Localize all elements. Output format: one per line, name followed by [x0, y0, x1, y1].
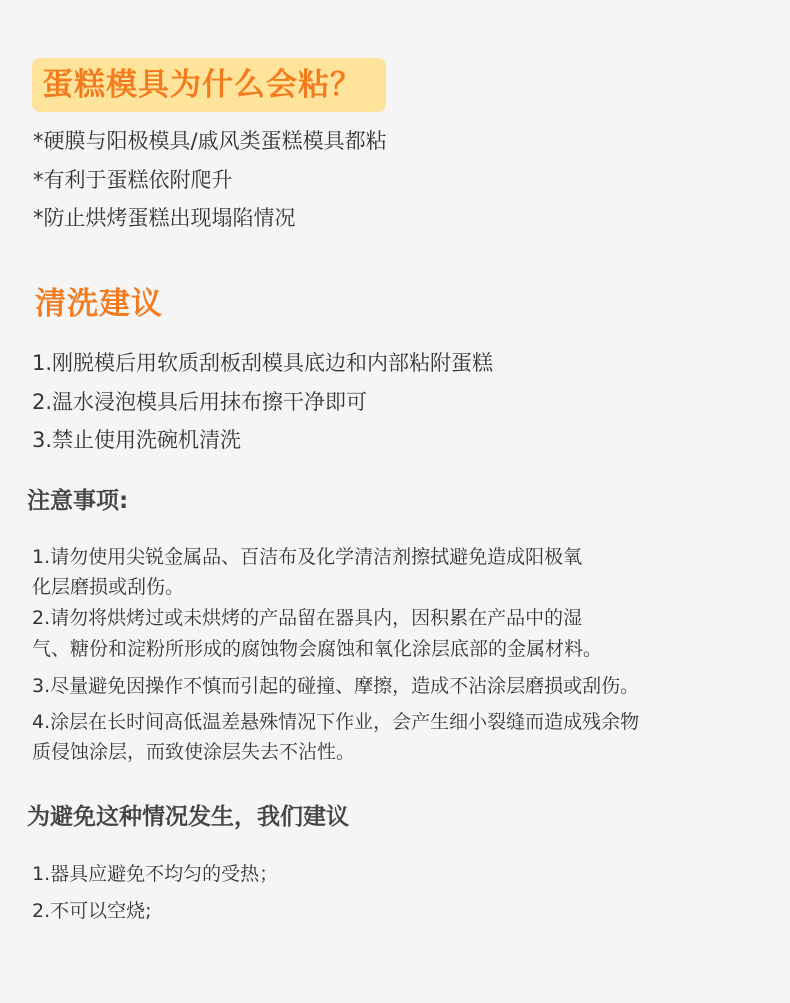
note-line-1: 1.请勿使用尖锐金属品、百洁布及化学清洁剂擦拭避免造成阳极氧 — [32, 546, 583, 568]
note-line-5: 3.尽量避免因操作不慎而引起的碰撞、摩擦，造成不沾涂层磨损或刮伤。 — [32, 675, 640, 697]
note-line-6: 4.涂层在长时间高低温差悬殊情况下作业，会产生细小裂缝而造成残余物 — [32, 711, 640, 733]
note-line-2: 化层磨损或刮伤。 — [32, 576, 185, 598]
cleaning-item-1: 1.刚脱模后用软质刮板刮模具底边和内部粘附蛋糕 — [32, 351, 494, 375]
recommendation-item-2: 2.不可以空烧; — [32, 900, 152, 922]
cleaning-item-3: 3.禁止使用洗碗机清洗 — [32, 428, 242, 452]
section-title-cleaning: 清洗建议 — [35, 286, 163, 322]
reason-item-1: *硬膜与阳极模具/戚风类蛋糕模具都粘 — [33, 129, 387, 153]
recommendation-item-1: 1.器具应避免不均匀的受热； — [32, 863, 279, 885]
section-title-notes: 注意事项: — [27, 488, 129, 514]
cleaning-item-2: 2.温水浸泡模具后用抹布擦干净即可 — [32, 390, 368, 414]
note-line-7: 质侵蚀涂层，而致使涂层失去不沾性。 — [32, 741, 356, 763]
note-line-4: 气、糖份和淀粉所形成的腐蚀物会腐蚀和氧化涂层底部的金属材料。 — [32, 638, 603, 660]
section-title-recommendations: 为避免这种情况发生，我们建议 — [27, 804, 349, 830]
reason-item-2: *有利于蛋糕依附爬升 — [33, 168, 233, 192]
reason-item-3: *防止烘烤蛋糕出现塌陷情况 — [33, 206, 296, 230]
note-line-3: 2.请勿将烘烤过或未烘烤的产品留在器具内，因积累在产品中的湿 — [32, 607, 583, 629]
section-title-why-sticky: 蛋糕模具为什么会粘？ — [42, 67, 362, 103]
